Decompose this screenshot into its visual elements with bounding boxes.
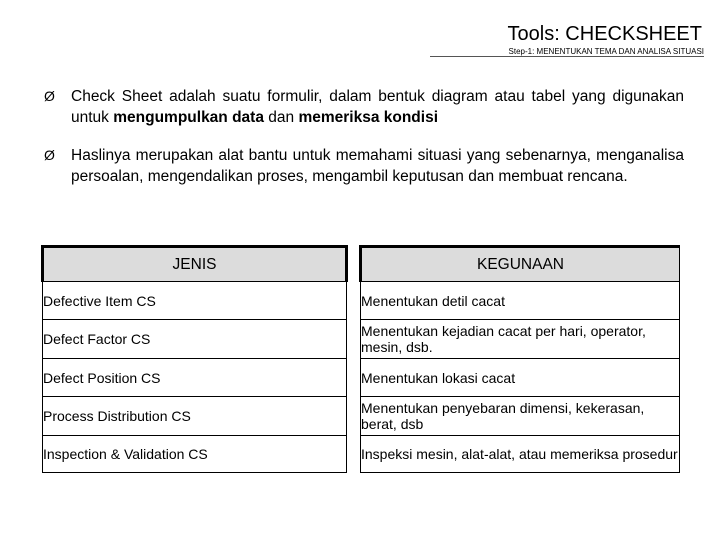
bullet-list xyxy=(44,86,684,204)
column-gap xyxy=(347,436,361,473)
table-cell-jenis: Inspection & Validation CS xyxy=(43,436,347,473)
column-header-jenis: JENIS xyxy=(43,247,347,282)
slide-header xyxy=(508,22,705,57)
table-row xyxy=(43,282,680,320)
table-cell-jenis: Defect Position CS xyxy=(43,359,347,397)
bullet-result xyxy=(44,145,684,187)
table-row xyxy=(43,359,680,397)
column-gap xyxy=(347,247,361,282)
table-row xyxy=(43,397,680,436)
slide-title: Tools: CHECKSHEET xyxy=(507,23,702,45)
table-cell-jenis: Defective Item CS xyxy=(43,282,347,320)
table-cell-kegunaan: Menentukan detil cacat xyxy=(361,282,680,320)
column-header-kegunaan: KEGUNAAN xyxy=(361,247,680,282)
column-gap xyxy=(347,282,361,320)
table-row xyxy=(43,436,680,473)
bullet-text-part: dan xyxy=(263,109,299,126)
table-row xyxy=(43,320,680,359)
column-gap xyxy=(347,320,361,359)
checksheet-types-table xyxy=(41,245,680,473)
table-cell-kegunaan: Menentukan penyebaran dimensi, kekerasan, berat, dsb xyxy=(361,397,680,436)
column-gap xyxy=(347,397,361,436)
bullet-bold-text: mengumpulkan data xyxy=(113,109,264,126)
table-cell-kegunaan: Menentukan lokasi cacat xyxy=(361,359,680,397)
bullet-text: Haslinya merupakan alat bantu untuk memahami situasi yang sebenarnya, menganalisa persoalan, mengendalikan proses, mengambil keputusan dan membuat rencana. xyxy=(71,147,684,185)
bullet-bold-text: memeriksa kondisi xyxy=(298,109,439,126)
bullet-text-part: Check Sheet adalah suatu formulir, dalam bentuk diagram atau tabel yang digunakan untuk xyxy=(71,88,684,126)
table-cell-jenis: Defect Factor CS xyxy=(43,320,347,359)
table-cell-kegunaan: Menentukan kejadian cacat per hari, operator, mesin, dsb. xyxy=(361,320,680,359)
header-divider xyxy=(430,56,704,57)
bullet-definition xyxy=(44,86,684,128)
slide-subtitle: Step-1: MENENTUKAN TEMA DAN ANALISA SITUASI xyxy=(508,47,704,56)
arrow-bullet-icon: Ø xyxy=(44,147,55,163)
bullet-text xyxy=(71,86,684,128)
table-header-row xyxy=(43,247,680,282)
table-cell-kegunaan: Inspeksi mesin, alat-alat, atau memeriksa prosedur xyxy=(361,436,680,473)
column-gap xyxy=(347,359,361,397)
table-cell-jenis: Process Distribution CS xyxy=(43,397,347,436)
arrow-bullet-icon: Ø xyxy=(44,88,55,104)
